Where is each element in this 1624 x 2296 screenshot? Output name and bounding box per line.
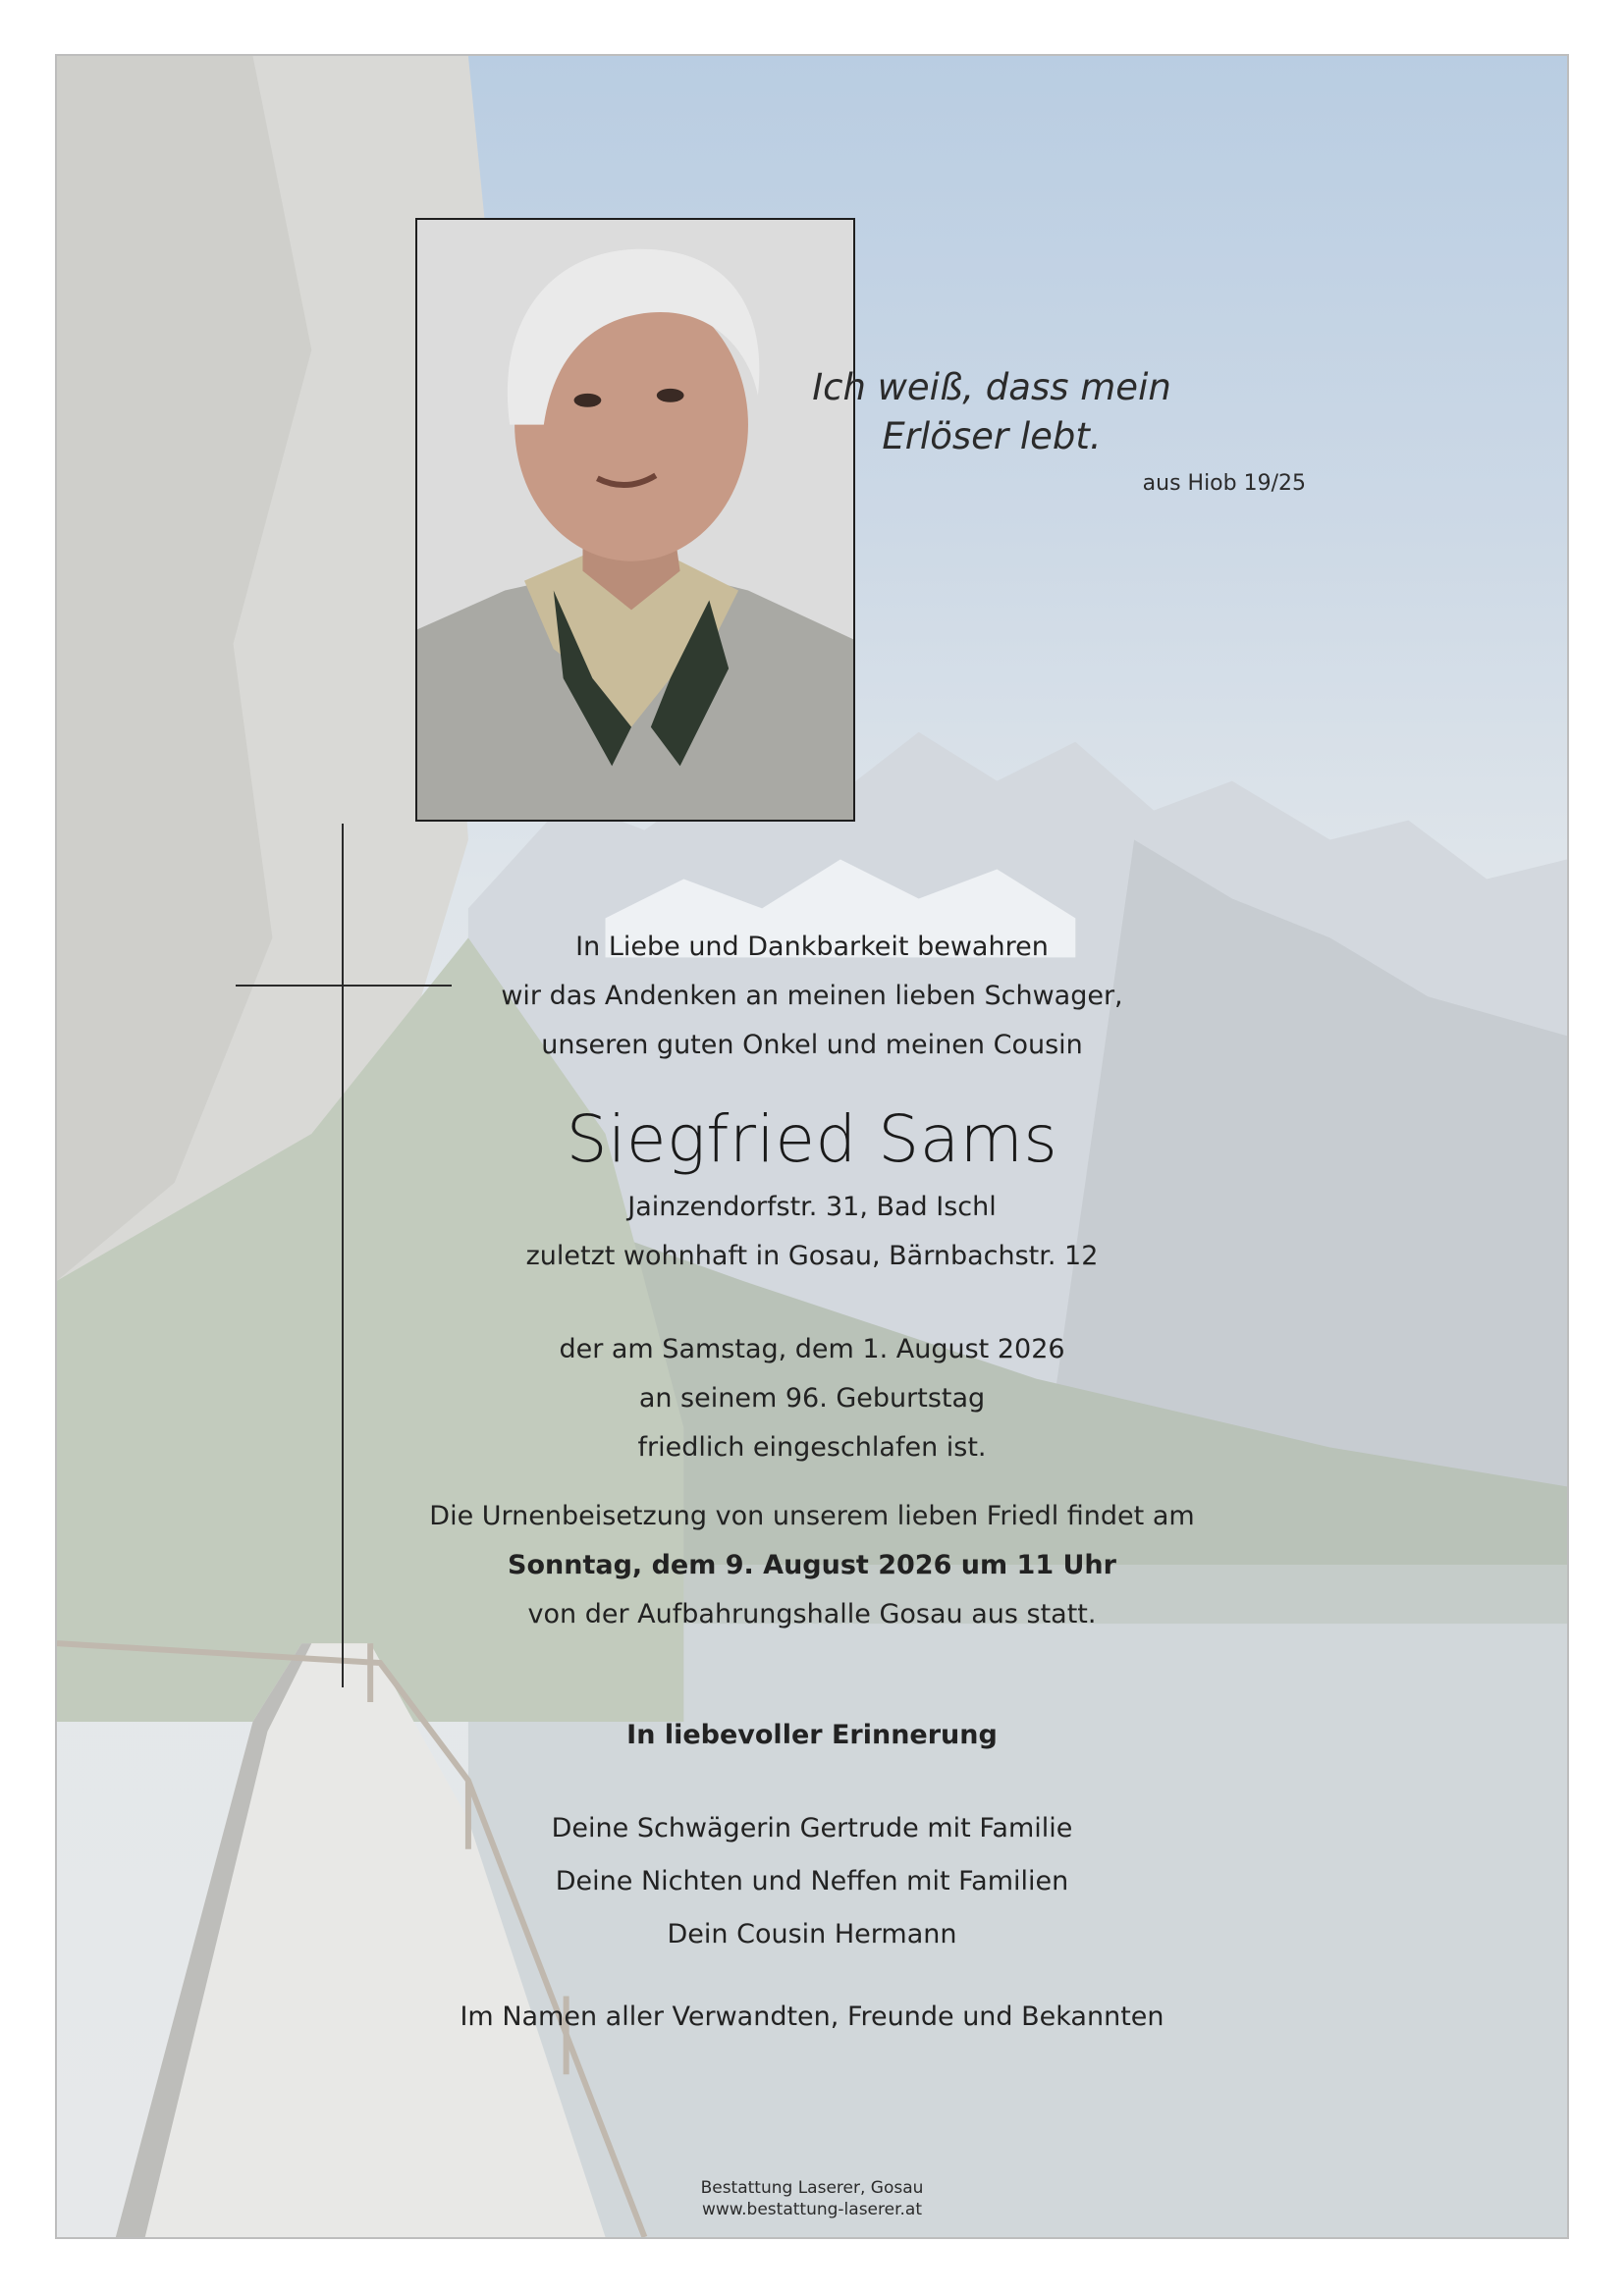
ceremony-line-3: von der Aufbahrungshalle Gosau aus statt. <box>527 1599 1097 1629</box>
mourner-3: Dein Cousin Hermann <box>667 1919 957 1949</box>
ceremony-info <box>0 1492 1624 1639</box>
death-line-1: der am Samstag, dem 1. August 2026 <box>559 1334 1065 1364</box>
footer <box>0 2177 1624 2220</box>
portrait-photo <box>415 218 855 822</box>
intro-text <box>0 923 1624 1070</box>
quote-line-2: Erlöser lebt. <box>882 415 1102 457</box>
quote-line-1: Ich weiß, dass mein <box>812 366 1171 408</box>
intro-line-1: In Liebe und Dankbarkeit bewahren <box>575 932 1049 962</box>
death-line-2: an seinem 96. Geburtstag <box>638 1383 986 1414</box>
bible-quote <box>812 363 1306 496</box>
mourners-list <box>0 1802 1624 1961</box>
remembrance-heading: In liebevoller Erinnerung <box>626 1720 998 1750</box>
footer-website: www.bestattung-laserer.at <box>702 2200 922 2219</box>
ceremony-date: Sonntag, dem 9. August 2026 um 11 Uhr <box>508 1550 1116 1580</box>
footer-company: Bestattung Laserer, Gosau <box>700 2178 924 2198</box>
intro-line-3: unseren guten Onkel und meinen Cousin <box>541 1030 1083 1060</box>
address-line-1: Jainzendorfstr. 31, Bad Ischl <box>627 1192 997 1222</box>
mourner-2: Deine Nichten und Neffen mit Familien <box>555 1866 1069 1896</box>
intro-line-2: wir das Andenken an meinen lieben Schwager, <box>501 981 1123 1011</box>
deceased-name: Siegfried Sams <box>566 1101 1058 1177</box>
closing-line: Im Namen aller Verwandten, Freunde und Bekannten <box>460 2002 1164 2032</box>
ceremony-line-1: Die Urnenbeisetzung von unserem lieben Friedl findet am <box>429 1501 1195 1531</box>
mourner-1: Deine Schwägerin Gertrude mit Familie <box>551 1813 1073 1843</box>
death-line-3: friedlich eingeschlafen ist. <box>637 1432 987 1463</box>
deceased-address <box>0 1183 1624 1281</box>
portrait-illustration <box>417 220 853 820</box>
quote-source: aus Hiob 19/25 <box>1142 471 1306 496</box>
death-notice <box>0 1325 1624 1472</box>
address-line-2: zuletzt wohnhaft in Gosau, Bärnbachstr. 12 <box>525 1241 1099 1271</box>
